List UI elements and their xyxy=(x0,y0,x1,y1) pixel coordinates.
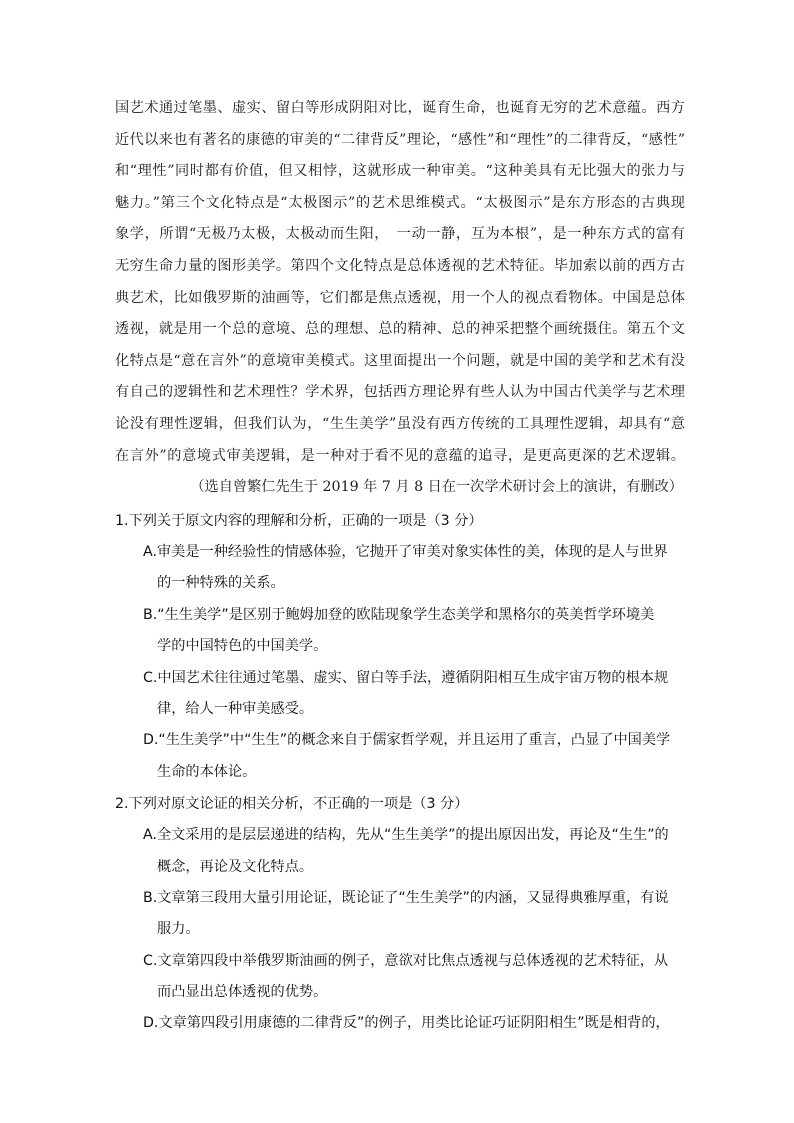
option-text: C.中国艺术往往通过笔墨、虚实、留白等手法，遵循阴阳相互生成宇宙万物的根本规 xyxy=(143,669,669,686)
option-text: 生命的本体论。 xyxy=(157,763,257,780)
option-b[interactable] xyxy=(115,600,690,663)
passage-line: 魅力。”第三个文化特点是“太极图示”的艺术思维模式。“太极图示”是东方形态的古典现 xyxy=(115,194,685,211)
option-c[interactable] xyxy=(115,946,690,1009)
option-d[interactable] xyxy=(115,1008,690,1039)
passage-line: 象学，所谓“无极乃太极，太极动而生阳， 一动一静，互为本根”，是一种东方式的富有 xyxy=(115,226,685,243)
option-text: 而凸显出总体透视的优势。 xyxy=(157,984,328,1001)
option-b[interactable] xyxy=(115,883,690,946)
option-text: B.文章第三段用大量引用论证，既论证了“生生美学”的内涵，又显得典雅厚重，有说 xyxy=(143,889,669,906)
option-text: 概念，再论及文化特点。 xyxy=(157,858,314,875)
option-text: 学的中国特色的中国美学。 xyxy=(157,638,328,655)
question-stem: 1.下列关于原文内容的理解和分析，正确的一项是（3 分） xyxy=(115,513,483,529)
passage-line: 化特点是“意在言外”的意境审美模式。这里面提出一个问题，就是中国的美学和艺术有没 xyxy=(115,352,685,369)
option-text: 的一种特殊的关系。 xyxy=(157,575,285,592)
passage-line: 无穷生命力量的图形美学。第四个文化特点是总体透视的艺术特征。毕加索以前的西方古 xyxy=(115,257,685,274)
passage xyxy=(115,93,685,504)
option-d[interactable] xyxy=(115,725,690,788)
option-text: A.审美是一种经验性的情感体验，它抛开了审美对象实体性的美，体现的是人与世界 xyxy=(143,544,668,560)
passage-line: 国艺术通过笔墨、虚实、留白等形成阴阳对比，诞育生命，也诞育无穷的艺术意蕴。西方 xyxy=(115,100,685,116)
option-text: A.全文采用的是层层递进的结构，先从“生生美学”的提出原因出发，再论及“生生”的 xyxy=(143,827,669,844)
passage-line: 典艺术，比如俄罗斯的油画等，它们都是焦点透视，用一个人的视点看物体。中国是总体 xyxy=(115,289,685,306)
passage-line: 论没有理性逻辑，但我们认为，“生生美学”虽没有西方传统的工具理性逻辑，却具有“意 xyxy=(115,415,685,432)
questions xyxy=(115,505,690,1040)
passage-source: （选自曾繁仁先生于 2019 年 7 月 8 日在一次学术研讨会上的演讲，有删改） xyxy=(190,479,683,496)
option-text: D.文章第四段引用康德的二律背反”的例子，用类比论证巧证阴阳相生”既是相背的， xyxy=(143,1015,670,1032)
option-a[interactable] xyxy=(115,820,690,883)
passage-line: 在言外”的意境式审美逻辑，是一种对于看不见的意蕴的追寻，是更高更深的艺术逻辑。 xyxy=(115,447,685,464)
option-text: 服力。 xyxy=(157,921,200,938)
option-text: B.“生生美学”是区别于鲍姆加登的欧陆现象学生态美学和黑格尔的英美哲学环境美 xyxy=(143,606,655,623)
option-c[interactable] xyxy=(115,663,690,726)
passage-line: 和“理性”同时都有价值，但又相悖，这就形成一种审美。“这种美具有无比强大的张力与 xyxy=(115,163,685,180)
option-text: 律，给人一种审美感受。 xyxy=(157,700,314,717)
question-stem: 2.下列对原文论证的相关分析，不正确的一项是（3 分） xyxy=(115,796,469,813)
option-text: C.文章第四段中举俄罗斯油画的例子，意欲对比焦点透视与总体透视的艺术特征，从 xyxy=(143,952,669,969)
question-2 xyxy=(115,788,690,1040)
option-a[interactable] xyxy=(115,537,690,600)
option-text: D.“生生美学”中“生生”的概念来自于儒家哲学观，并且运用了重言，凸显了中国美学 xyxy=(143,732,671,749)
passage-line: 近代以来也有著名的康德的审美的“二律背反”理论，“感性”和“理性”的二律背反，“感性” xyxy=(115,131,685,148)
passage-line: 透视，就是用一个总的意境、总的理想、总的精神、总的神采把整个画统摄住。第五个文 xyxy=(115,321,685,338)
passage-line: 有自己的逻辑性和艺术理性？学术界，包括西方理论界有些人认为中国古代美学与艺术理 xyxy=(115,384,685,401)
question-1 xyxy=(115,505,690,788)
